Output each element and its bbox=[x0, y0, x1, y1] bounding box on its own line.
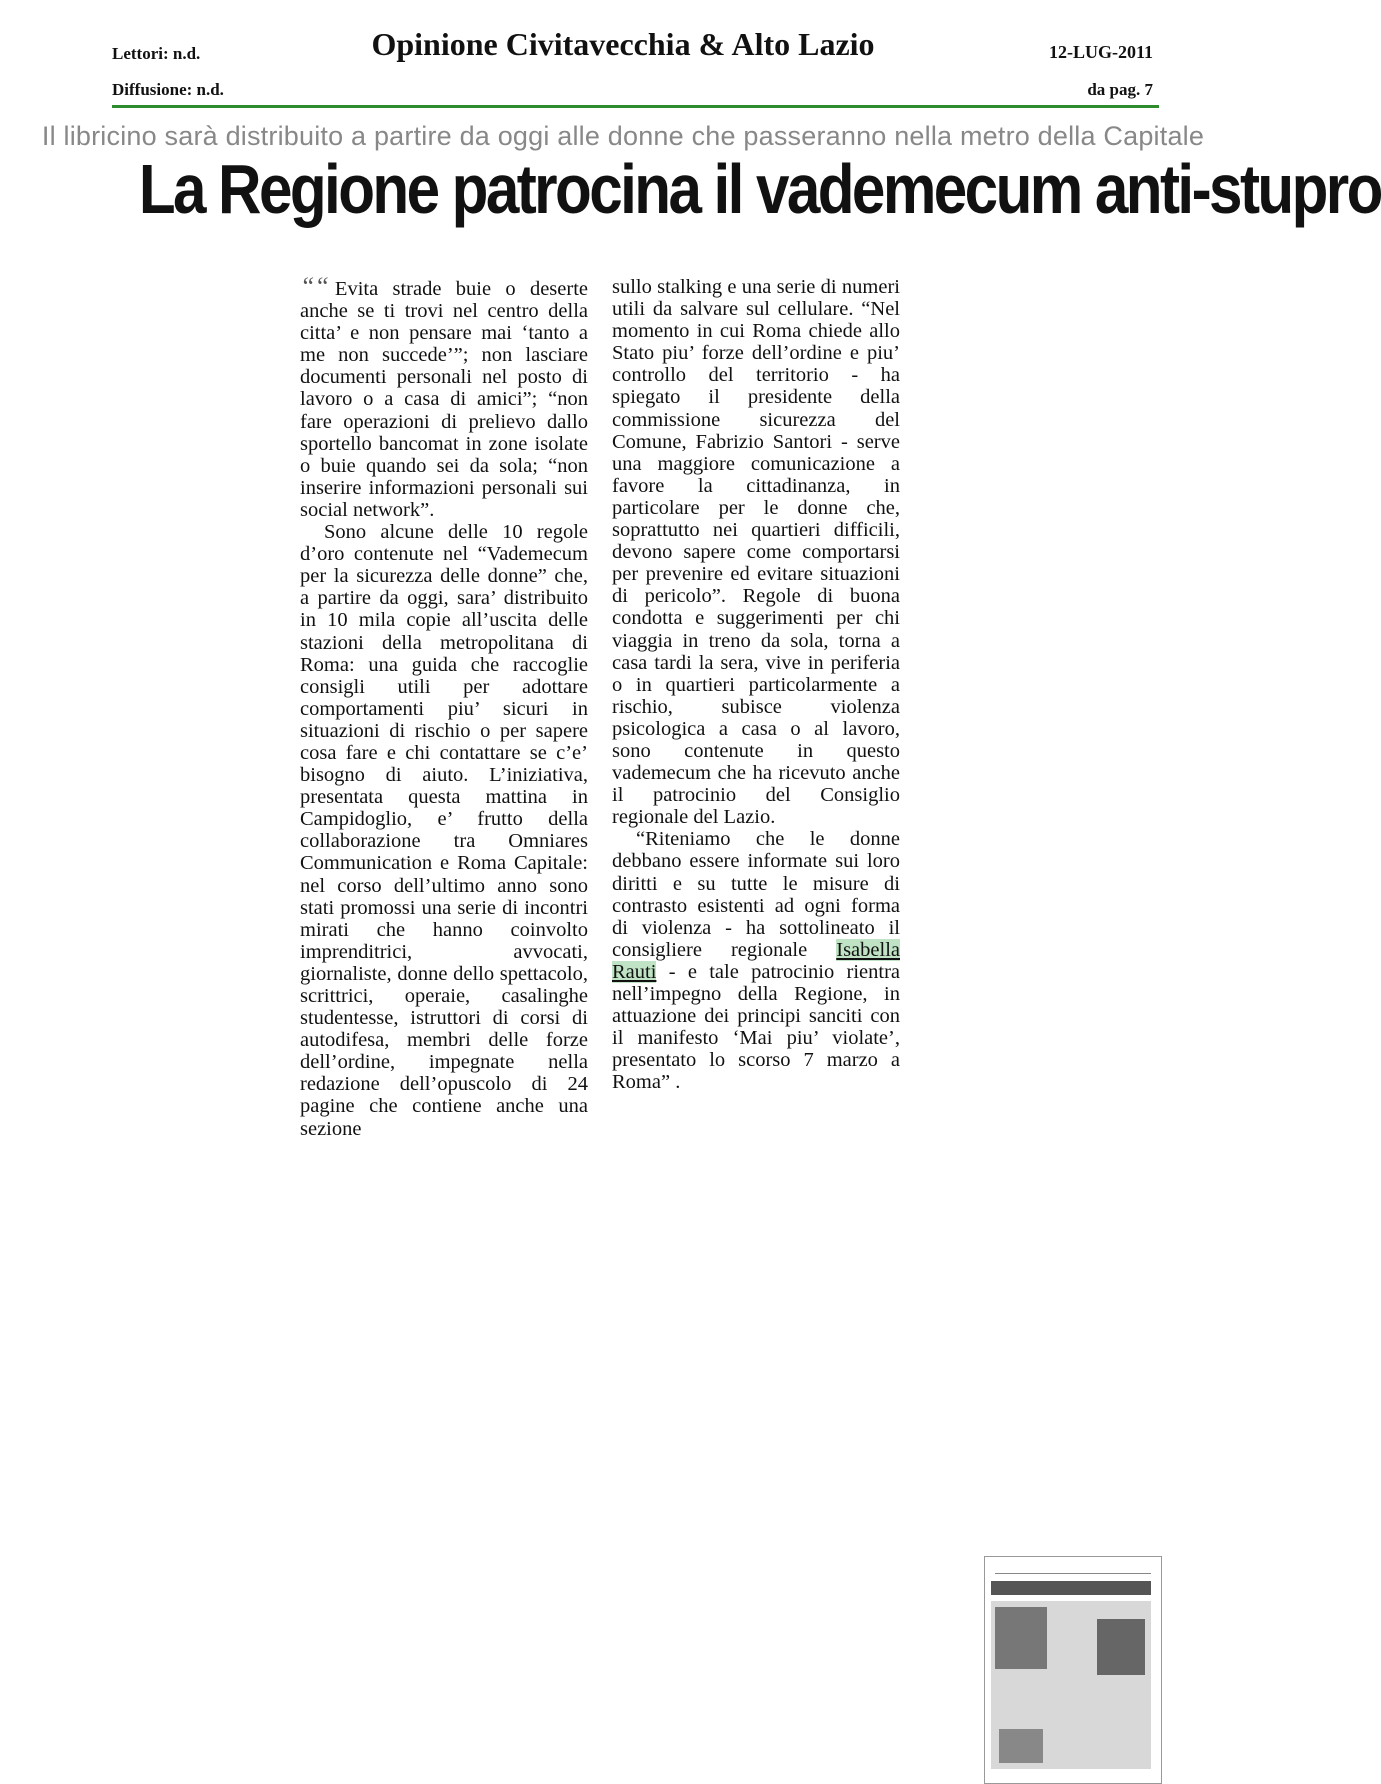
thumbnail-header bbox=[995, 1565, 1151, 1574]
thumbnail-photo-icon bbox=[995, 1607, 1047, 1669]
thumbnail-photo-icon bbox=[1097, 1619, 1145, 1675]
thumbnail-headline-bar bbox=[991, 1581, 1151, 1595]
highlighted-name: Isabella Rauti bbox=[612, 938, 900, 983]
page-reference: da pag. 7 bbox=[1087, 80, 1153, 99]
circulation-label: Diffusione: n.d. bbox=[112, 80, 224, 99]
col2-paragraph-2 bbox=[612, 828, 900, 1093]
page-thumbnail bbox=[984, 1556, 1162, 1784]
publication-title: Opinione Civitavecchia & Alto Lazio bbox=[371, 26, 875, 62]
thumbnail-photo-icon bbox=[999, 1729, 1043, 1763]
col1-paragraph-1 bbox=[300, 272, 588, 521]
col2-paragraph-1: sullo stalking e una serie di numeri utili da salvare sul cellulare. “Nel momento in cui Roma chiede allo Stato piu’ forze dell’ordine e piu’ controllo del territorio - ha spiegato il presidente della commissione sicurezza del Comune, Fabrizio Santori - serve una maggiore comunicazione a favore la cittadinanza, in particolare per le donne che, soprattutto nei quartieri difficili, devono sapere come comportarsi per prevenire ed evitare situazioni di pericolo”. Regole di buona condotta e suggerimenti per chi viaggia in treno da sola, torna a casa tardi la sera, vive in periferia o in quartieri particolarmente a rischio, subisce violenza psicologica a casa o al lavoro, sono contenute in questo vademecum che ha ricevuto anche il patrocinio del Consiglio regionale del Lazio. bbox=[612, 276, 900, 829]
col1-paragraph-1-text: Evita strade buie o deserte anche se ti trovi nel centro della citta’ e non pensare mai ‘tanto a me non succede’”; non lasciare documenti personali nel posto di lavoro o a casa di amici”; “non fare operazioni di prelievo dallo sportello bancomat in zone isolate o buie quando sei da sola; “non inserire informazioni personali sui social network”. bbox=[300, 278, 588, 521]
article-headline: La Regione patrocina il vademecum anti-stupro bbox=[138, 150, 1381, 228]
publication-date: 12-LUG-2011 bbox=[1048, 42, 1153, 62]
header-rule bbox=[112, 105, 1159, 108]
article-column-2 bbox=[612, 276, 900, 1093]
col2-paragraph-2-start: “Riteniamo che le donne debbano essere informate sui loro diritti e su tutte le misure di contrasto esistenti ad ogni forma di violenza - ha sottolineato il consigliere regionale bbox=[612, 828, 900, 961]
col2-paragraph-2-end: - e tale patrocinio rientra nell’impegno della Regione, in attuazione dei principi sanciti con il manifesto ‘Mai piu’ violate’, presentato lo scorso 7 marzo a Roma” . bbox=[612, 960, 900, 1094]
quote-mark-icon: ““ bbox=[300, 272, 329, 301]
col1-paragraph-2: Sono alcune delle 10 regole d’oro contenute nel “Vademecum per la sicurezza delle donne” che, a partire da oggi, sara’ distribuito in 10 mila copie all’uscita delle stazioni della metropolitana di Roma: una guida che raccoglie consigli utili per adottare comportamenti piu’ sicuri in situazioni di rischio o per sapere cosa fare e chi contattare se c’e’ bisogno di aiuto. L’iniziativa, presentata questa mattina in Campidoglio, e’ frutto della collaborazione tra Omniares Communication e Roma Capitale: nel corso dell’ultimo anno sono stati promossi una serie di incontri mirati che hanno coinvolto imprenditrici, avvocati, giornaliste, donne dello spettacolo, scrittrici, operaie, casalinghe studentesse, istruttori di corsi di autodifesa, membri delle forze dell’ordine, impegnate nella redazione dell’opuscolo di 24 pagine che contiene anche una sezione bbox=[300, 521, 588, 1140]
article-kicker: Il libricino sarà distribuito a partire da oggi alle donne che passeranno nella metro della Capitale bbox=[41, 121, 1205, 151]
article-column-1 bbox=[300, 272, 588, 1140]
readers-label: Lettori: n.d. bbox=[112, 44, 201, 63]
